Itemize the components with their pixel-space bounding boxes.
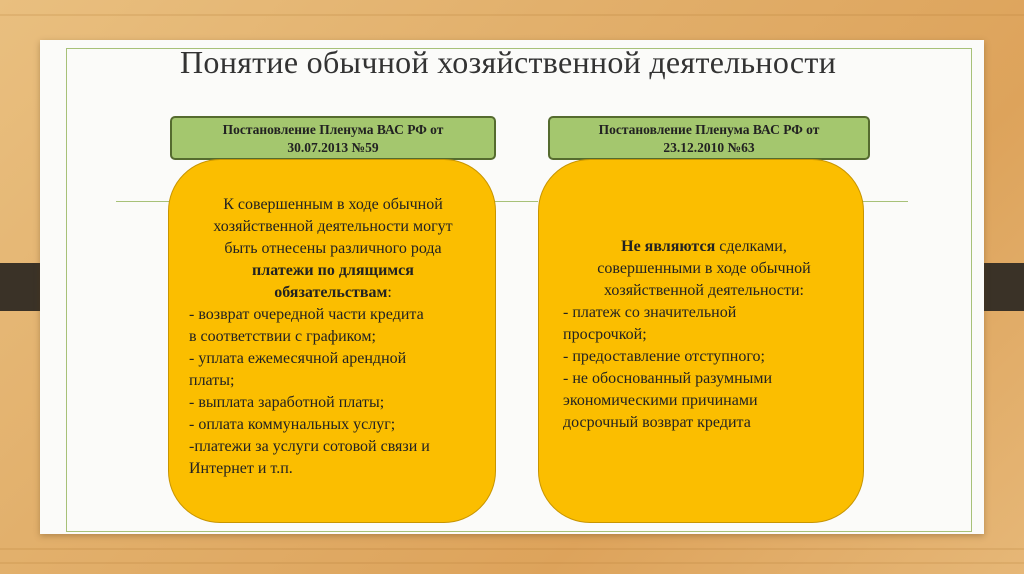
right-header-line-2: 23.12.2010 №63 bbox=[663, 140, 755, 155]
left-list-item: - выплата заработной платы; bbox=[189, 394, 385, 411]
left-header-line-2: 30.07.2013 №59 bbox=[287, 140, 379, 155]
background-wood-grain bbox=[0, 548, 1024, 550]
divider-line-right bbox=[862, 201, 908, 202]
left-intro-line: хозяйственной деятельности могут bbox=[213, 218, 453, 235]
divider-line-left bbox=[116, 201, 170, 202]
right-intro-line: совершенными в ходе обычной bbox=[597, 260, 811, 277]
left-content-card bbox=[168, 159, 496, 523]
left-bold-line-wrapper bbox=[189, 282, 477, 304]
right-bold-lead: Не являются bbox=[621, 238, 716, 255]
left-list-item: - возврат очередной части кредита bbox=[189, 306, 424, 323]
left-list-item: - оплата коммунальных услуг; bbox=[189, 416, 396, 433]
left-intro-line: К совершенным в ходе обычной bbox=[223, 196, 443, 213]
right-list-item: - не обоснованный разумными bbox=[563, 370, 773, 387]
left-intro-line: быть отнесены различного рода bbox=[224, 240, 442, 257]
left-bold-line: обязательствам bbox=[274, 284, 388, 301]
background-wood-grain bbox=[0, 14, 1024, 16]
left-list-item: платы; bbox=[189, 372, 235, 389]
right-content-card bbox=[538, 159, 864, 523]
right-list-item: экономическими причинами bbox=[563, 392, 758, 409]
slide-title: Понятие обычной хозяйственной деятельности bbox=[180, 44, 837, 80]
left-header-box bbox=[170, 116, 496, 160]
background-wood-grain bbox=[0, 562, 1024, 564]
right-lead-line bbox=[563, 236, 845, 258]
left-list-item: - уплата ежемесячной арендной bbox=[189, 350, 407, 367]
right-lead-rest: сделками, bbox=[715, 238, 787, 255]
right-list-item: - предоставление отступного; bbox=[563, 348, 765, 365]
right-header-line-1: Постановление Пленума ВАС РФ от bbox=[598, 122, 820, 137]
divider-line-middle bbox=[494, 201, 538, 202]
right-header-box bbox=[548, 116, 870, 160]
right-list-item: - платеж со значительной bbox=[563, 304, 737, 321]
right-intro-line: хозяйственной деятельности: bbox=[603, 282, 804, 299]
left-header-line-1: Постановление Пленума ВАС РФ от bbox=[222, 122, 444, 137]
left-bold-line: платежи по длящимся bbox=[252, 262, 414, 279]
left-bold-suffix: : bbox=[387, 284, 392, 301]
right-list-item: просрочкой; bbox=[563, 326, 647, 343]
right-list-item: досрочный возврат кредита bbox=[563, 414, 751, 431]
left-list-item: -платежи за услуги сотовой связи и bbox=[189, 438, 430, 455]
left-list-item: Интернет и т.п. bbox=[189, 460, 293, 477]
left-list-item: в соответствии с графиком; bbox=[189, 328, 376, 345]
